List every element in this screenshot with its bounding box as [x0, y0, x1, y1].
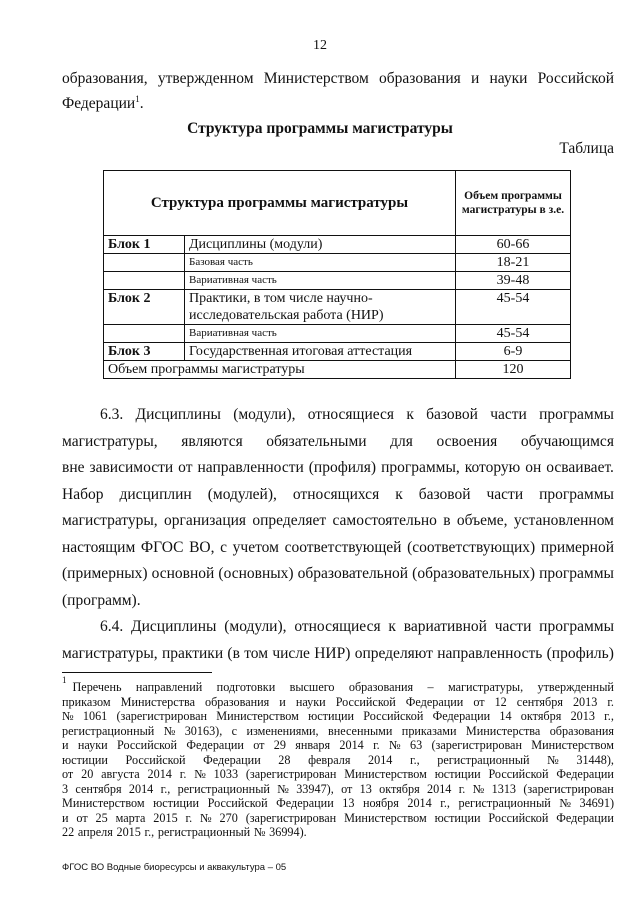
paragraph-line: [62, 641, 614, 668]
word: января: [295, 738, 331, 752]
paragraph-line: [62, 614, 614, 641]
word: от: [473, 694, 485, 709]
word: 2014: [407, 796, 432, 810]
word: Министерства: [120, 694, 195, 709]
name-cell: Государственная итоговая аттестация: [185, 343, 456, 361]
word: учетом: [232, 538, 279, 556]
footnote-line: [62, 753, 614, 768]
word: образования: [549, 723, 614, 738]
intro-text: [62, 66, 614, 116]
word: октября: [379, 781, 420, 796]
word: части: [490, 406, 527, 423]
word: части: [486, 485, 524, 503]
word: магистратуры,: [62, 432, 158, 450]
word: Российской: [363, 709, 424, 723]
word: том: [244, 644, 269, 662]
word: 2015: [116, 825, 141, 839]
word: (модули),: [233, 406, 296, 423]
word: вне: [62, 459, 85, 476]
document-footer: ФГОС ВО Водные биоресурсы и аквакультура – 05: [62, 862, 287, 873]
word: от: [62, 767, 74, 781]
word: Федерации: [186, 738, 244, 752]
word: относящихся: [292, 485, 380, 503]
word: 1313: [491, 781, 516, 796]
paragraph-line: [62, 402, 614, 429]
word: зависимости: [89, 459, 174, 476]
footnote-line: [62, 695, 614, 710]
word: сентября: [516, 694, 563, 709]
footnote-line: [62, 811, 614, 826]
word: определяет: [252, 512, 327, 529]
intro-line-2-end: .: [139, 95, 144, 112]
word: (зарегистрирован: [523, 781, 614, 796]
word: Министерством: [216, 709, 299, 723]
word: г.,: [409, 752, 420, 767]
word: г.,: [144, 825, 155, 839]
word: 270: [219, 810, 238, 825]
word: Федерации: [405, 694, 464, 709]
word: соответствующей: [284, 538, 402, 556]
word: и: [470, 70, 480, 87]
table-row: [104, 290, 571, 325]
word: 20: [81, 767, 94, 781]
word: юстиции: [308, 709, 355, 723]
table-row: [104, 236, 571, 254]
word: (примерных): [62, 565, 148, 582]
name-cell: Практики, в том числе научно-исследовательская работа (НИР): [185, 290, 456, 325]
word: Дисциплины: [131, 618, 217, 635]
word: вариативной: [403, 618, 487, 635]
word: №: [389, 738, 401, 752]
word: магистратуры,: [62, 512, 158, 529]
word: от: [76, 810, 88, 825]
word: (зарегистрирован: [245, 810, 337, 825]
block-cell: [104, 254, 185, 272]
table-header-volume: Объем программы магистратуры в з.е.: [456, 171, 571, 236]
word: февраля: [308, 752, 351, 767]
word: организация: [163, 512, 247, 529]
word: и: [279, 694, 286, 709]
word: программы,: [381, 459, 460, 476]
word: магистратуры,: [447, 680, 524, 694]
word: 1061: [82, 709, 108, 723]
word: (соответствующих): [407, 538, 536, 556]
word: (зарегистрирован: [431, 738, 522, 752]
word: 1033: [213, 767, 239, 781]
footnote-line: [62, 675, 614, 695]
footnote-line: [62, 724, 614, 739]
word: Министерством: [344, 810, 427, 825]
footnote-line: [62, 709, 614, 724]
word: программы: [539, 406, 614, 423]
footnote-divider: [62, 672, 212, 673]
word: Российской: [207, 796, 268, 810]
word: программы: [539, 565, 614, 582]
table-total-row: [104, 361, 571, 379]
word: апреля: [77, 825, 113, 839]
word: высшего: [289, 680, 335, 694]
word: г.,: [160, 781, 171, 796]
word: юстиции: [434, 767, 481, 781]
word: регистрационный: [157, 825, 251, 839]
word: г.: [607, 694, 614, 709]
word: приказами: [401, 723, 457, 738]
footnote-line: [62, 796, 614, 811]
word: Набор: [62, 485, 104, 503]
word: №: [200, 810, 212, 825]
word: 2014: [147, 767, 172, 781]
word: 3: [62, 781, 69, 796]
name-cell: Вариативная часть: [185, 272, 456, 290]
value-cell: 6-9: [456, 343, 571, 361]
word: для: [390, 432, 413, 450]
word: от: [253, 738, 265, 752]
total-label-cell: Объем программы магистратуры: [104, 361, 456, 379]
word: Федерации: [276, 796, 334, 810]
word: относящиеся: [307, 406, 395, 423]
word: основной: [151, 565, 215, 582]
word: (образовательных): [412, 565, 536, 582]
word: к: [388, 618, 396, 635]
word: науки: [77, 738, 108, 752]
word: 13: [342, 796, 355, 810]
word: регистрационный: [177, 781, 270, 796]
word: Министерством: [263, 70, 369, 87]
word: регистрационный: [62, 723, 155, 738]
word: определяют: [354, 644, 433, 662]
table-title: Структура программы магистратуры: [187, 120, 453, 137]
value-cell: 60-66: [456, 236, 571, 254]
word: Министерством: [62, 796, 145, 810]
word: науки: [489, 70, 528, 87]
word: сентября: [75, 781, 122, 796]
footnote-line: [62, 738, 614, 753]
word: Российской: [125, 752, 186, 767]
paragraph-line: [62, 535, 614, 562]
word: Федерации: [556, 810, 614, 825]
word: дисциплин: [119, 485, 192, 503]
word: г.: [185, 810, 193, 825]
paragraph-line: [62, 429, 614, 456]
word: (в: [227, 644, 240, 662]
block-cell: Блок 1: [104, 236, 185, 254]
word: 34691): [579, 796, 614, 810]
word: от: [178, 459, 193, 476]
word: направленность: [437, 644, 543, 662]
word: Министерством: [344, 767, 427, 781]
word: базовой: [426, 406, 478, 423]
table-header-row: [104, 171, 571, 236]
word: Российской: [488, 767, 549, 781]
word: г.: [373, 738, 380, 752]
word: направлений: [135, 680, 203, 694]
word: 63: [409, 738, 423, 752]
total-value-cell: 120: [456, 361, 571, 379]
word: программы: [539, 618, 614, 635]
word: –: [427, 680, 434, 694]
word: 2014: [427, 781, 452, 796]
word: он: [525, 459, 542, 476]
footnote-mark: 1: [62, 675, 67, 685]
word: (основных): [218, 565, 294, 582]
word: относящиеся: [294, 618, 381, 635]
word: внесенными: [327, 723, 393, 738]
footnote-line: [62, 767, 614, 782]
name-cell: Дисциплины (модули): [185, 236, 456, 254]
word: самостоятельно: [332, 512, 437, 529]
word: примерной: [540, 538, 614, 556]
footnote-line: [62, 782, 614, 797]
word: (зарегистрирован: [245, 767, 337, 781]
word: Дисциплины: [135, 406, 221, 423]
table-row: [104, 343, 571, 361]
word: установленном: [513, 512, 614, 529]
word: ВО,: [189, 538, 215, 556]
word: 22: [62, 825, 75, 839]
table-label: Таблица: [559, 140, 614, 157]
word: образования: [379, 70, 461, 87]
footnote-line-words: [73, 680, 615, 695]
word: объеме,: [456, 512, 508, 529]
word: Российской: [335, 694, 396, 709]
word: 36994).: [269, 825, 307, 839]
word: освоения: [436, 432, 498, 450]
word: Российской: [116, 738, 178, 752]
word: НИР): [314, 644, 351, 662]
word: г.,: [604, 709, 614, 723]
footnote-line: [62, 825, 614, 840]
word: магистратуры,: [62, 644, 158, 662]
name-cell: Вариативная часть: [185, 325, 456, 343]
word: 2014: [128, 781, 154, 796]
word: от: [341, 781, 353, 796]
word: №: [163, 723, 176, 738]
block-cell: [104, 325, 185, 343]
word: 6.3.: [100, 406, 124, 423]
word: 2014: [339, 738, 364, 752]
word: марта: [115, 810, 146, 825]
word: (зарегистрирован: [116, 709, 208, 723]
word: Российской: [488, 810, 549, 825]
word: Федерации: [432, 709, 491, 723]
word: к: [395, 485, 403, 503]
paragraph-line: [62, 508, 614, 535]
word: 31448),: [576, 752, 614, 767]
word: части: [494, 618, 532, 635]
word: №: [194, 767, 206, 781]
paragraph-line: [62, 561, 614, 588]
word: направленности: [197, 459, 304, 476]
word: (профиля): [308, 459, 377, 476]
page-number: 12: [313, 38, 327, 53]
word: (модулей),: [207, 485, 277, 503]
word: 12: [494, 694, 507, 709]
word: и: [62, 810, 69, 825]
word: №: [277, 781, 289, 796]
table-header-structure: Структура программы магистратуры: [104, 171, 456, 236]
word: №: [253, 825, 266, 839]
word: утвержденном: [157, 70, 254, 87]
word: (профиль): [546, 644, 614, 662]
word: утвержденный: [537, 680, 614, 694]
body-text: [62, 402, 614, 667]
word: 28: [278, 752, 291, 767]
paragraph-line: [62, 588, 614, 615]
word: с: [220, 538, 228, 556]
word: 25: [95, 810, 108, 825]
word: приказом: [62, 694, 111, 709]
word: ноября: [362, 796, 399, 810]
program-structure-table: [103, 170, 571, 379]
word: 14: [499, 709, 512, 723]
word: и: [62, 738, 69, 752]
value-cell: 39-48: [456, 272, 571, 290]
word: Федерации: [203, 752, 261, 767]
block-cell: Блок 3: [104, 343, 185, 361]
word: ФГОС: [140, 538, 184, 556]
word: 2015: [153, 810, 178, 825]
value-cell: 45-54: [456, 325, 571, 343]
word: науки: [295, 694, 326, 709]
table-row: [104, 272, 571, 290]
word: базовой: [418, 485, 471, 503]
word: Министерства: [465, 723, 541, 738]
value-cell: 18-21: [456, 254, 571, 272]
footnote-reference[interactable]: 1: [135, 93, 140, 104]
word: регистрационный: [458, 796, 551, 810]
word: числе: [272, 644, 310, 662]
word: регистрационный: [437, 752, 530, 767]
word: Российской: [537, 70, 614, 87]
word: 33947),: [296, 781, 334, 796]
intro-line-1: [62, 66, 614, 91]
word: №: [559, 796, 571, 810]
word: г.,: [440, 796, 450, 810]
footnote: [62, 675, 614, 840]
word: практики: [161, 644, 224, 662]
word: Перечень: [72, 680, 122, 694]
word: №: [547, 752, 559, 767]
word: обязательными: [266, 432, 367, 450]
word: изменениями,: [246, 723, 319, 738]
word: октября: [520, 709, 562, 723]
word: образовательной: [297, 565, 409, 582]
word: 29: [273, 738, 286, 752]
word: 2013: [570, 709, 595, 723]
word: образования: [348, 680, 414, 694]
word: 6.4.: [100, 618, 124, 635]
paragraph-line: [62, 482, 614, 509]
word: к: [406, 406, 414, 423]
word: г.: [179, 767, 187, 781]
value-cell: 45-54: [456, 290, 571, 325]
word: №: [472, 781, 485, 796]
word: осваивает.: [546, 459, 614, 476]
word: 2014: [368, 752, 393, 767]
word: юстиции: [434, 810, 481, 825]
word: обучающимся: [520, 432, 614, 450]
word: г.: [458, 781, 466, 796]
word: являются: [181, 432, 243, 450]
intro-line-2-text: Федерации: [62, 95, 136, 112]
word: образования,: [62, 70, 148, 87]
word: Федерации: [556, 767, 614, 781]
word: юстиции: [153, 796, 200, 810]
name-cell: Базовая часть: [185, 254, 456, 272]
word: Министерством: [531, 738, 614, 752]
word: 2013: [572, 694, 598, 709]
word: (программ).: [62, 591, 141, 609]
word: с: [231, 723, 238, 738]
word: в: [443, 512, 451, 529]
block-cell: Блок 2: [104, 290, 185, 325]
word: настоящим: [62, 538, 136, 556]
word: программы: [539, 485, 614, 503]
table-row: [104, 325, 571, 343]
word: юстиции: [62, 752, 108, 767]
word: подготовки: [216, 680, 276, 694]
word: которую: [464, 459, 521, 476]
table-row: [104, 254, 571, 272]
word: августа: [101, 767, 140, 781]
word: 30163),: [184, 723, 223, 738]
block-cell: [104, 272, 185, 290]
paragraph-line: [62, 455, 614, 482]
intro-line-2: [62, 91, 614, 116]
word: образования: [205, 694, 270, 709]
word: 13: [359, 781, 372, 796]
word: №: [62, 709, 74, 723]
word: (модули),: [224, 618, 287, 635]
